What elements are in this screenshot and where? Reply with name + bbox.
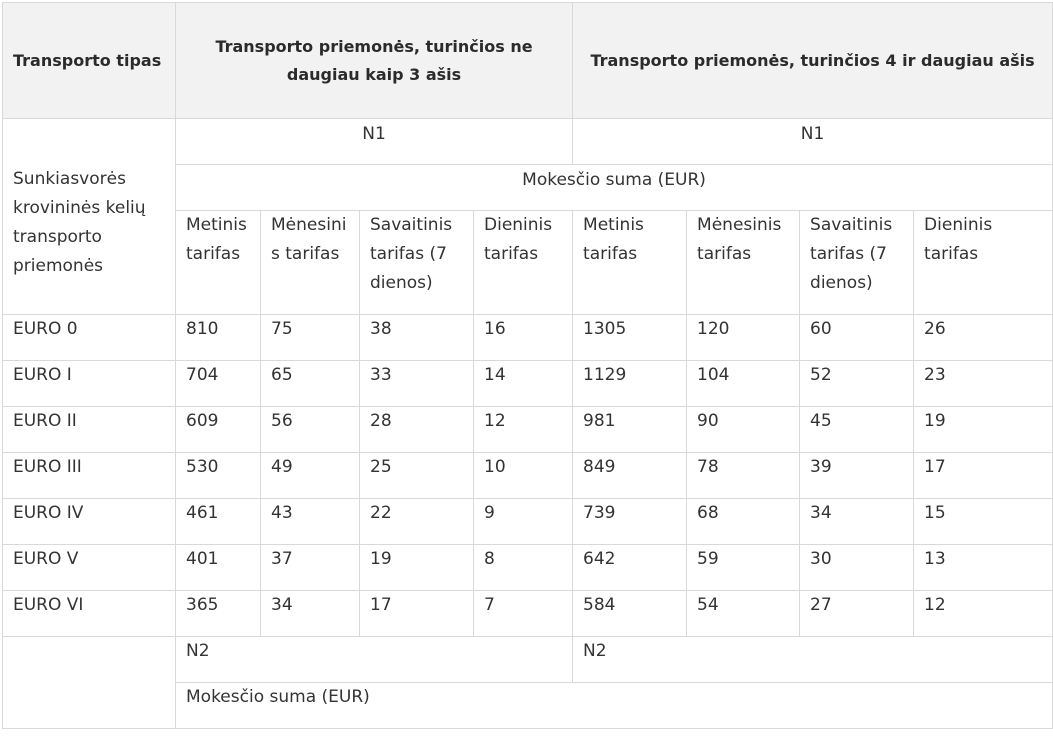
value-cell: 60: [800, 315, 914, 361]
value-cell: 401: [176, 545, 261, 591]
table-row: [3, 499, 1053, 545]
value-cell: 45: [800, 407, 914, 453]
euro-class-cell: EURO II: [3, 407, 176, 453]
n2-side-empty: [3, 637, 176, 729]
n2-tax-label: Mokesčio suma (EUR): [176, 683, 1053, 729]
tariff-daily-left: Dieninis tarifas: [474, 211, 573, 315]
value-cell: 8: [474, 545, 573, 591]
tariff-monthly-right: Mėnesinis tarifas: [687, 211, 800, 315]
value-cell: 28: [360, 407, 474, 453]
n1-category-left: N1: [176, 119, 573, 165]
euro-class-cell: EURO VI: [3, 591, 176, 637]
value-cell: 17: [360, 591, 474, 637]
value-cell: 10: [474, 453, 573, 499]
value-cell: 33: [360, 361, 474, 407]
value-cell: 704: [176, 361, 261, 407]
value-cell: 78: [687, 453, 800, 499]
tariff-daily-right: Dieninis tarifas: [914, 211, 1053, 315]
n2-category-left: N2: [176, 637, 573, 683]
table-row: [3, 361, 1053, 407]
vehicle-type-label: Sunkiasvorės krovininės kelių transporto priemonės: [3, 119, 176, 315]
n2-category-row: [3, 637, 1053, 683]
header-transport-type: Transporto tipas: [3, 3, 176, 119]
value-cell: 1305: [573, 315, 687, 361]
value-cell: 739: [573, 499, 687, 545]
value-cell: 54: [687, 591, 800, 637]
value-cell: 365: [176, 591, 261, 637]
n1-category-row: [3, 119, 1053, 165]
value-cell: 981: [573, 407, 687, 453]
table-row: [3, 545, 1053, 591]
value-cell: 34: [800, 499, 914, 545]
table-row: [3, 453, 1053, 499]
value-cell: 13: [914, 545, 1053, 591]
value-cell: 530: [176, 453, 261, 499]
tariff-weekly-right: Savaitinis tarifas (7 dienos): [800, 211, 914, 315]
n1-category-right: N1: [573, 119, 1053, 165]
value-cell: 75: [261, 315, 360, 361]
value-cell: 15: [914, 499, 1053, 545]
value-cell: 34: [261, 591, 360, 637]
value-cell: 43: [261, 499, 360, 545]
euro-class-cell: EURO I: [3, 361, 176, 407]
value-cell: 609: [176, 407, 261, 453]
value-cell: 12: [914, 591, 1053, 637]
value-cell: 65: [261, 361, 360, 407]
value-cell: 39: [800, 453, 914, 499]
value-cell: 849: [573, 453, 687, 499]
value-cell: 37: [261, 545, 360, 591]
value-cell: 19: [914, 407, 1053, 453]
value-cell: 642: [573, 545, 687, 591]
value-cell: 16: [474, 315, 573, 361]
header-row: [3, 3, 1053, 119]
value-cell: 17: [914, 453, 1053, 499]
value-cell: 23: [914, 361, 1053, 407]
header-4-plus-axles: Transporto priemonės, turinčios 4 ir daugiau ašis: [573, 3, 1053, 119]
tariff-table: [2, 2, 1053, 729]
value-cell: 14: [474, 361, 573, 407]
value-cell: 27: [800, 591, 914, 637]
value-cell: 56: [261, 407, 360, 453]
value-cell: 461: [176, 499, 261, 545]
euro-class-cell: EURO III: [3, 453, 176, 499]
tariff-monthly-left: Mėnesinis tarifas: [261, 211, 360, 315]
table-row: [3, 407, 1053, 453]
value-cell: 7: [474, 591, 573, 637]
value-cell: 19: [360, 545, 474, 591]
value-cell: 68: [687, 499, 800, 545]
value-cell: 120: [687, 315, 800, 361]
n2-category-right: N2: [573, 637, 1053, 683]
value-cell: 52: [800, 361, 914, 407]
value-cell: 30: [800, 545, 914, 591]
value-cell: 22: [360, 499, 474, 545]
table-row: [3, 315, 1053, 361]
value-cell: 38: [360, 315, 474, 361]
value-cell: 26: [914, 315, 1053, 361]
table-row: [3, 591, 1053, 637]
value-cell: 1129: [573, 361, 687, 407]
euro-class-cell: EURO IV: [3, 499, 176, 545]
euro-class-cell: EURO 0: [3, 315, 176, 361]
value-cell: 59: [687, 545, 800, 591]
value-cell: 810: [176, 315, 261, 361]
tariff-annual-left: Metinis tarifas: [176, 211, 261, 315]
n1-tax-label: Mokesčio suma (EUR): [176, 165, 1053, 211]
value-cell: 584: [573, 591, 687, 637]
tariff-annual-right: Metinis tarifas: [573, 211, 687, 315]
euro-class-cell: EURO V: [3, 545, 176, 591]
value-cell: 25: [360, 453, 474, 499]
tariff-weekly-left: Savaitinis tarifas (7 dienos): [360, 211, 474, 315]
value-cell: 104: [687, 361, 800, 407]
header-up-to-3-axles: Transporto priemonės, turinčios ne daugiau kaip 3 ašis: [176, 3, 573, 119]
value-cell: 12: [474, 407, 573, 453]
value-cell: 49: [261, 453, 360, 499]
value-cell: 9: [474, 499, 573, 545]
value-cell: 90: [687, 407, 800, 453]
